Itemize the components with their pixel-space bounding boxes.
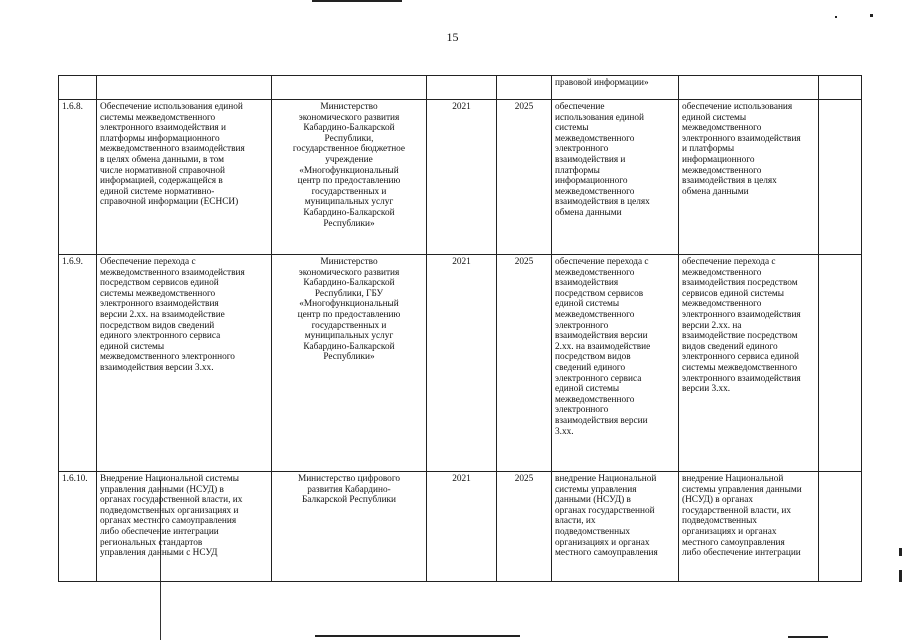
table-row xyxy=(59,76,862,100)
cell-description: Внедрение Национальной системы управления данными (НСУД) в органах государственной власти, их подведомственных организациях и органах местного самоуправления либо обеспечение интеграции региональных стандартов управления данными с НСУД xyxy=(97,472,272,582)
cell-notes xyxy=(819,255,862,472)
cell-result: обеспечение перехода с межведомственного взаимодействия посредством сервисов единой системы межведомственного электронного взаимодействия версии 2.хх. на взаимодействие посредством видов сведений единого электронного сервиса единой системы межведомственного электронного взаимодействия версии 3.хх. xyxy=(552,255,679,472)
cell-indicator xyxy=(679,76,819,100)
measures-table xyxy=(58,75,862,582)
cell-num: 1.6.9. xyxy=(59,255,97,472)
scan-artifact-dot xyxy=(835,16,837,18)
page-number: 15 xyxy=(446,30,459,44)
cell-num: 1.6.8. xyxy=(59,100,97,255)
cell-indicator: обеспечение перехода с межведомственного взаимодействия посредством сервисов единой системы межведомственного электронного взаимодействия версии 2.хх. на взаимодействие посредством видов сведений единого электронного сервиса единой системы межведомственного электронного взаимодействия версии 3.хх. xyxy=(679,255,819,472)
cell-end-year: 2025 xyxy=(497,472,552,582)
table-row xyxy=(59,255,862,472)
scan-artifact-right-mark xyxy=(899,570,902,582)
cell-executor: Министерство экономического развития Кабардино-Балкарской Республики, ГБУ «Многофункциональный центр по предоставлению государственных и муниципальных услуг Кабардино-Балкарской Республики» xyxy=(272,255,427,472)
cell-indicator: обеспечение использования единой системы межведомственного электронного взаимодействия и платформы информационного межведомственного взаимодействия в целях обмена данными xyxy=(679,100,819,255)
scan-artifact-right-mark xyxy=(899,548,902,556)
cell-result: правовой информации» xyxy=(552,76,679,100)
cell-notes xyxy=(819,100,862,255)
scan-artifact-bottom-bar xyxy=(315,635,520,637)
cell-start-year xyxy=(427,76,497,100)
table-row xyxy=(59,100,862,255)
table-row xyxy=(59,472,862,582)
cell-num xyxy=(59,76,97,100)
cell-notes xyxy=(819,472,862,582)
cell-description xyxy=(97,76,272,100)
cell-executor: Министерство экономического развития Кабардино-Балкарской Республики, государственное бюджетное учреждение «Многофункциональный центр по предоставлению государственных и муниципальных услуг Кабардино-Балкарской Республики» xyxy=(272,100,427,255)
cell-end-year: 2025 xyxy=(497,255,552,472)
cell-result: внедрение Национальной системы управления данными (НСУД) в органах государственной власти, их подведомственных организациях и органах местного самоуправления xyxy=(552,472,679,582)
cell-description: Обеспечение использования единой системы межведомственного электронного взаимодействия и платформы информационного межведомственного взаимодействия в целях обмена данными, в том числе нормативной справочной информацией, содержащейся в единой системе нормативно- справочной информации (ЕСНСИ) xyxy=(97,100,272,255)
scan-artifact-top-bar xyxy=(312,0,402,2)
cell-num: 1.6.10. xyxy=(59,472,97,582)
cell-end-year: 2025 xyxy=(497,100,552,255)
cell-indicator: внедрение Национальной системы управления данными (НСУД) в органах государственной власти, их подведомственных организациях и органах местного самоуправления либо обеспечение интеграции xyxy=(679,472,819,582)
cell-executor: Министерство цифрового развития Кабардино- Балкарской Республики xyxy=(272,472,427,582)
cell-result: обеспечение использования единой системы межведомственного электронного взаимодействия и платформы информационного межведомственного взаимодействия в целях обмена данными xyxy=(552,100,679,255)
scan-artifact-dot xyxy=(870,14,873,17)
cell-start-year: 2021 xyxy=(427,255,497,472)
cell-start-year: 2021 xyxy=(427,100,497,255)
cell-start-year: 2021 xyxy=(427,472,497,582)
scan-artifact-bottom-bar xyxy=(788,636,828,638)
cell-description: Обеспечение перехода с межведомственного взаимодействия посредством сервисов единой системы межведомственного электронного взаимодействия версии 2.хх. на взаимодействие посредством видов сведений единого электронного сервиса единой системы межведомственного электронного взаимодействия версии 3.хх. xyxy=(97,255,272,472)
cell-end-year xyxy=(497,76,552,100)
cell-executor xyxy=(272,76,427,100)
cell-notes xyxy=(819,76,862,100)
